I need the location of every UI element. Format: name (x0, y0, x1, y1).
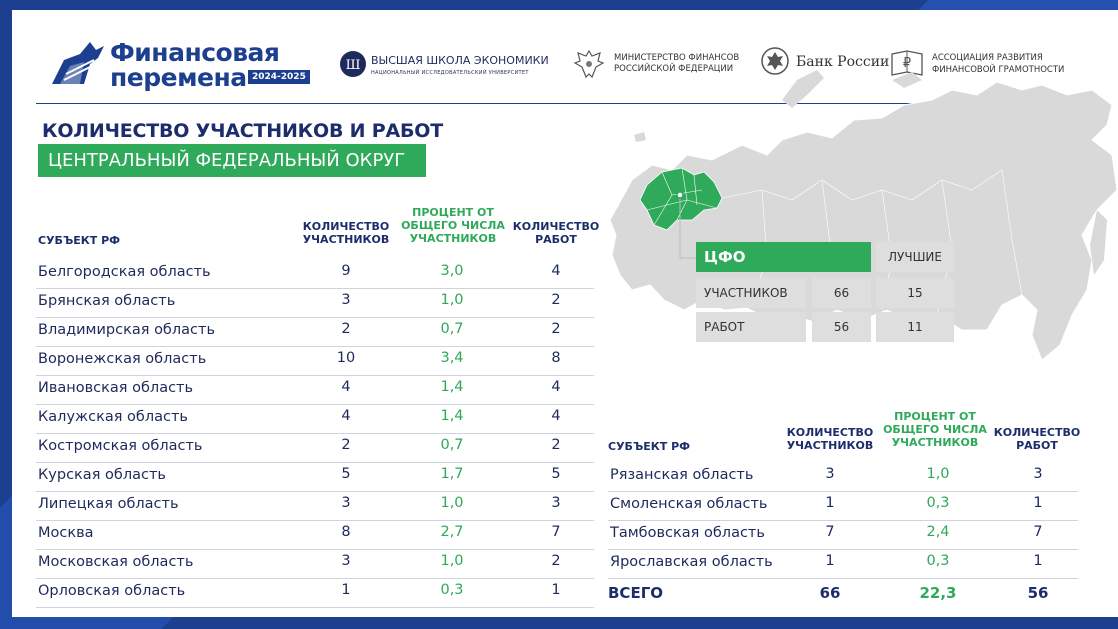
bank-name: Банк России (796, 54, 890, 70)
row-percent: 0,7 (440, 321, 464, 337)
row-percent: 1,0 (440, 553, 464, 569)
row-percent: 0,3 (926, 553, 950, 569)
district-banner: ЦЕНТРАЛЬНЫЙ ФЕДЕРАЛЬНЫЙ ОКРУГ (38, 144, 426, 177)
summary-participants-value: 66 (812, 278, 871, 308)
table-row (36, 462, 594, 492)
row-participants: 3 (825, 466, 835, 482)
row-percent: 0,7 (440, 437, 464, 453)
col-header-works-right-line1: КОЛИЧЕСТВО (993, 426, 1081, 439)
col-header-percent-right-line3: УЧАСТНИКОВ (891, 436, 979, 449)
row-works: 1 (1033, 495, 1043, 511)
row-works: 3 (1033, 466, 1043, 482)
summary-participants-label: УЧАСТНИКОВ (696, 278, 806, 308)
row-works: 7 (551, 524, 561, 540)
table-row (36, 375, 594, 405)
table-row (36, 433, 594, 463)
row-percent: 0,3 (926, 495, 950, 511)
row-percent: 3,4 (440, 350, 464, 366)
table-row (36, 259, 594, 289)
row-participants: 3 (341, 292, 351, 308)
col-header-participants-right-line2: УЧАСТНИКОВ (786, 439, 874, 452)
row-works: 1 (1033, 553, 1043, 569)
assoc-line2: ФИНАНСОВОЙ ГРАМОТНОСТИ (932, 65, 1065, 75)
logo-text-line2: перемена (110, 63, 247, 92)
row-works: 2 (551, 553, 561, 569)
table-row (36, 404, 594, 434)
table-row (36, 346, 594, 376)
row-subject-name: Владимирская область (38, 322, 215, 338)
kaliningrad (634, 132, 646, 142)
row-works: 2 (551, 292, 561, 308)
row-subject-name: Брянская область (38, 293, 176, 309)
col-header-percent-right (882, 410, 988, 449)
row-works: 2 (551, 437, 561, 453)
summary-region: ЦФО (696, 242, 871, 272)
row-subject-name: Костромская область (38, 438, 203, 454)
col-header-works-right (992, 426, 1082, 452)
row-percent: 1,0 (926, 466, 950, 482)
logo-finansovaya-peremena (50, 36, 310, 96)
hse-emblem-icon (339, 50, 367, 78)
col-header-participants-right (780, 426, 880, 452)
island-novaya-zemlya (782, 70, 824, 108)
summary-works-best: 11 (876, 312, 954, 342)
row-works: 1 (551, 582, 561, 598)
row-works: 4 (551, 379, 561, 395)
minfin-line2: РОССИЙСКОЙ ФЕДЕРАЦИИ (614, 64, 734, 74)
col-header-participants (298, 220, 394, 246)
row-participants: 3 (341, 553, 351, 569)
row-works: 7 (1033, 524, 1043, 540)
row-works: 3 (551, 495, 561, 511)
assoc-line1: АССОЦИАЦИЯ РАЗВИТИЯ (932, 53, 1043, 63)
row-percent: 1,4 (440, 379, 464, 395)
row-percent: 1,0 (440, 292, 464, 308)
row-percent: 0,3 (440, 582, 464, 598)
minfin-line1: МИНИСТЕРСТВО ФИНАНСОВ (614, 53, 740, 63)
row-subject-name: Ярославская область (610, 554, 773, 570)
row-participants: 2 (341, 321, 351, 337)
table-row (36, 578, 594, 608)
kamchatka (1090, 210, 1107, 275)
row-subject-name: Липецкая область (38, 496, 179, 512)
row-works: 5 (551, 466, 561, 482)
row-participants: 4 (341, 408, 351, 424)
row-participants: 3 (341, 495, 351, 511)
col-header-subject-right: СУБЪЕКТ РФ (608, 440, 691, 453)
row-participants: 1 (825, 495, 835, 511)
col-header-works-right-line2: РАБОТ (1016, 439, 1058, 452)
row-participants: 7 (825, 524, 835, 540)
row-subject-name: Воронежская область (38, 351, 207, 367)
row-subject-name: Ивановская область (38, 380, 194, 396)
table-row (608, 520, 1078, 550)
col-header-percent-line1: ПРОЦЕНТ ОТ (412, 206, 494, 219)
row-subject-name: Москва (38, 525, 94, 541)
col-header-percent-line2: ОБЩЕГО ЧИСЛА (401, 219, 505, 232)
row-subject-name: Курская область (38, 467, 166, 483)
table-row (608, 491, 1078, 521)
row-participants: 8 (341, 524, 351, 540)
logo-text-line1: Финансовая (110, 38, 280, 67)
row-subject-name: Белгородская область (38, 264, 211, 280)
svg-text:Ш: Ш (345, 58, 361, 73)
row-percent: 1,0 (440, 495, 464, 511)
total-row (608, 580, 1078, 608)
col-header-participants-line2: УЧАСТНИКОВ (302, 233, 390, 246)
row-percent: 2,7 (440, 524, 464, 540)
row-participants: 1 (341, 582, 351, 598)
col-header-participants-line1: КОЛИЧЕСТВО (302, 220, 390, 233)
row-works: 4 (551, 263, 561, 279)
row-subject-name: Калужская область (38, 409, 188, 425)
row-participants: 5 (341, 466, 351, 482)
summary-works-value: 56 (812, 312, 871, 342)
row-subject-name: Рязанская область (610, 467, 754, 483)
logo-years-badge: 2024-2025 (248, 70, 310, 84)
bird-logo-icon (50, 40, 106, 86)
table-row (36, 549, 594, 579)
island-north (892, 72, 922, 88)
table-row (36, 288, 594, 318)
summary-participants-best: 15 (876, 278, 954, 308)
row-works: 2 (551, 321, 561, 337)
row-participants: 2 (341, 437, 351, 453)
total-label: ВСЕГО (608, 584, 663, 602)
row-participants: 1 (825, 553, 835, 569)
row-participants: 9 (341, 263, 351, 279)
row-percent: 1,4 (440, 408, 464, 424)
col-header-works-line2: РАБОТ (535, 233, 577, 246)
callout-dot (677, 192, 683, 198)
hse-subtitle: НАЦИОНАЛЬНЫЙ ИССЛЕДОВАТЕЛЬСКИЙ УНИВЕРСИТЕТ (371, 70, 529, 76)
summary-best-label: ЛУЧШИЕ (876, 242, 954, 272)
col-header-works-line1: КОЛИЧЕСТВО (512, 220, 600, 233)
row-works: 8 (551, 350, 561, 366)
row-participants: 4 (341, 379, 351, 395)
total-participants: 66 (819, 584, 841, 602)
row-participants: 10 (336, 350, 356, 366)
row-percent: 2,4 (926, 524, 950, 540)
row-subject-name: Тамбовская область (610, 525, 765, 541)
table-row (608, 462, 1078, 492)
col-header-participants-right-line1: КОЛИЧЕСТВО (786, 426, 874, 439)
col-header-percent-right-line2: ОБЩЕГО ЧИСЛА (883, 423, 987, 436)
total-percent: 22,3 (919, 584, 957, 602)
row-percent: 1,7 (440, 466, 464, 482)
col-header-subject: СУБЪЕКТ РФ (38, 234, 121, 247)
total-works: 56 (1027, 584, 1049, 602)
summary-box (696, 242, 954, 344)
svg-text:₽: ₽ (902, 56, 912, 71)
table-row (36, 317, 594, 347)
row-subject-name: Московская область (38, 554, 194, 570)
page-title: КОЛИЧЕСТВО УЧАСТНИКОВ И РАБОТ (42, 120, 443, 142)
col-header-percent-line3: УЧАСТНИКОВ (409, 232, 497, 245)
col-header-percent-right-line1: ПРОЦЕНТ ОТ (894, 410, 976, 423)
slide (12, 10, 1118, 617)
col-header-percent (398, 206, 508, 245)
table-row (36, 491, 594, 521)
table-row (608, 549, 1078, 579)
row-percent: 3,0 (440, 263, 464, 279)
col-header-works (510, 220, 602, 246)
row-works: 4 (551, 408, 561, 424)
table-row (36, 520, 594, 550)
hse-name: ВЫСШАЯ ШКОЛА ЭКОНОМИКИ (371, 54, 549, 67)
row-subject-name: Смоленская область (610, 496, 768, 512)
row-subject-name: Орловская область (38, 583, 186, 599)
summary-works-label: РАБОТ (696, 312, 806, 342)
